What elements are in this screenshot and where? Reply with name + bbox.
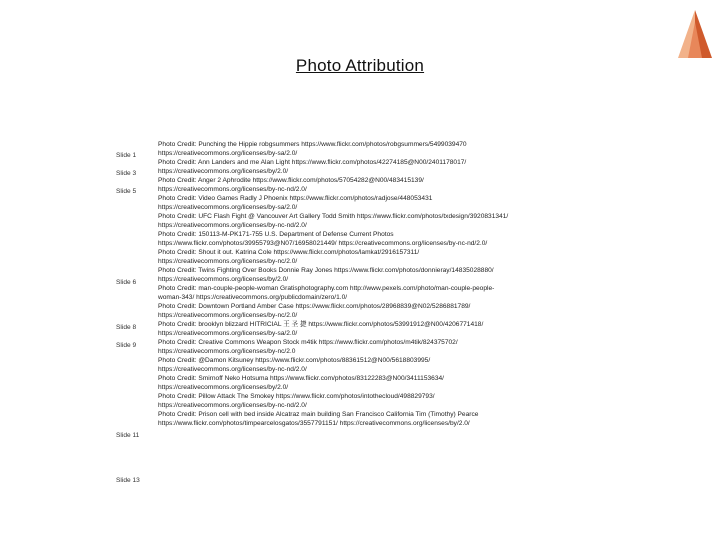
slide-label-13: Slide 13 [116, 477, 140, 484]
credit-line: Photo Credit: Video Games Radly J Phoenix https://www.flickr.com/photos/radjose/448053431 [158, 195, 433, 203]
credit-line: https://www.flickr.com/photos/timpearcelosgatos/3557791151/ https://creativecommons.org/licenses/by/2.0/ [158, 420, 470, 428]
slide-label-9: Slide 9 [116, 342, 137, 349]
credit-line: Photo Credit: @Damon Kitsuney https://www.flickr.com/photos/88361512@N00/5618803995/ [158, 357, 431, 365]
logo-icon [676, 8, 714, 60]
credit-line: Photo Credit: 150113-M-PK171-755 U.S. Department of Defense Current Photos [158, 231, 394, 239]
credit-line: Photo Credit: Twins Fighting Over Books Donnie Ray Jones https://www.flickr.com/photos/donnieray/14835028880/ [158, 267, 494, 275]
credit-line: https://creativecommons.org/licenses/by-nc-nd/2.0/ [158, 186, 307, 194]
credit-line: Photo Credit: Punching the Hippie robgsummers https://www.flickr.com/photos/robgsummers/5499039470 [158, 141, 467, 148]
slide-label-3: Slide 3 [116, 170, 137, 177]
slide-label-6: Slide 6 [116, 279, 137, 286]
credit-line: https://creativecommons.org/licenses/by-sa/2.0/ [158, 204, 298, 212]
credit-line: https://www.flickr.com/photos/39955793@N07/16958021449/ https://creativecommons.org/licenses/by-nc-nd/2.0/ [158, 240, 488, 248]
page-title: Photo Attribution [295, 56, 425, 75]
slide-label-8: Slide 8 [116, 324, 137, 331]
credit-line: https://creativecommons.org/licenses/by-sa/2.0/ [158, 150, 298, 158]
credit-line: woman-343/ https://creativecommons.org/publicdomain/zero/1.0/ [158, 294, 348, 302]
credit-line: Photo Credit: brooklyn blizzard HITRICIAL 王 圣 捷 https://www.flickr.com/photos/53991912@N00/4206771418/ [158, 321, 484, 329]
credit-line: Photo Credit: Creative Commons Weapon Stock m4tik https://www.flickr.com/photos/m4tik/824375702/ [158, 339, 458, 347]
credits-list [158, 140, 618, 429]
credit-line: https://creativecommons.org/licenses/by-nc-nd/2.0/ [158, 222, 307, 230]
credit-line: Photo Credit: Pillow Attack The Smokey https://www.flickr.com/photos/intothecloud/498829793/ [158, 393, 435, 401]
credit-line: Photo Credit: Downtown Portland Amber Case https://www.flickr.com/photos/28968839@N02/5286881789/ [158, 303, 471, 311]
credit-line: Photo Credit: Smirnoff Neko Hotsuma https://www.flickr.com/photos/83122283@N00/3411153634/ [158, 375, 444, 383]
credit-line: https://creativecommons.org/licenses/by-nc/2.0/ [158, 312, 298, 320]
credit-line: https://creativecommons.org/licenses/by/2.0/ [158, 276, 289, 284]
credit-line: Photo Credit: Anger 2 Aphrodite https://www.flickr.com/photos/57054282@N00/483415139/ [158, 177, 424, 185]
credit-line: Photo Credit: UFC Flash Fight @ Vancouver Art Gallery Todd Smith https://www.flickr.com/photos/txdesign/3920831341/ [158, 213, 509, 221]
credit-line: https://creativecommons.org/licenses/by-nc-nd/2.0/ [158, 402, 307, 410]
credit-line: Photo Credit: Prison cell with bed inside Alcatraz main building San Francisco California Tim (Timothy) Pearce [158, 411, 479, 419]
credit-line: https://creativecommons.org/licenses/by-nc-nd/2.0/ [158, 366, 307, 374]
credit-line: https://creativecommons.org/licenses/by/2.0/ [158, 384, 289, 392]
slide-label-5: Slide 5 [116, 188, 137, 195]
credit-line: Photo Credit: man-couple-people-woman Gratisphotography.com http://www.pexels.com/photo/man-couple-people- [158, 285, 495, 293]
slide-label-1: Slide 1 [116, 152, 137, 159]
credit-line: Photo Credit: Shout it out. Katrina Cole https://www.flickr.com/photos/lamkat/2916157311/ [158, 249, 420, 257]
credit-line: https://creativecommons.org/licenses/by/2.0/ [158, 168, 289, 176]
slide-label-11: Slide 11 [116, 432, 140, 439]
credit-line: https://creativecommons.org/licenses/by-sa/2.0/ [158, 330, 298, 338]
credit-line: https://creativecommons.org/licenses/by-nc/2.0/ [158, 258, 298, 266]
credit-line: https://creativecommons.org/licenses/by-nc/2.0 [158, 348, 296, 356]
credit-line: Photo Credit: Ann Landers and me Alan Light https://www.flickr.com/photos/42274185@N00/2401178017/ [158, 159, 467, 167]
